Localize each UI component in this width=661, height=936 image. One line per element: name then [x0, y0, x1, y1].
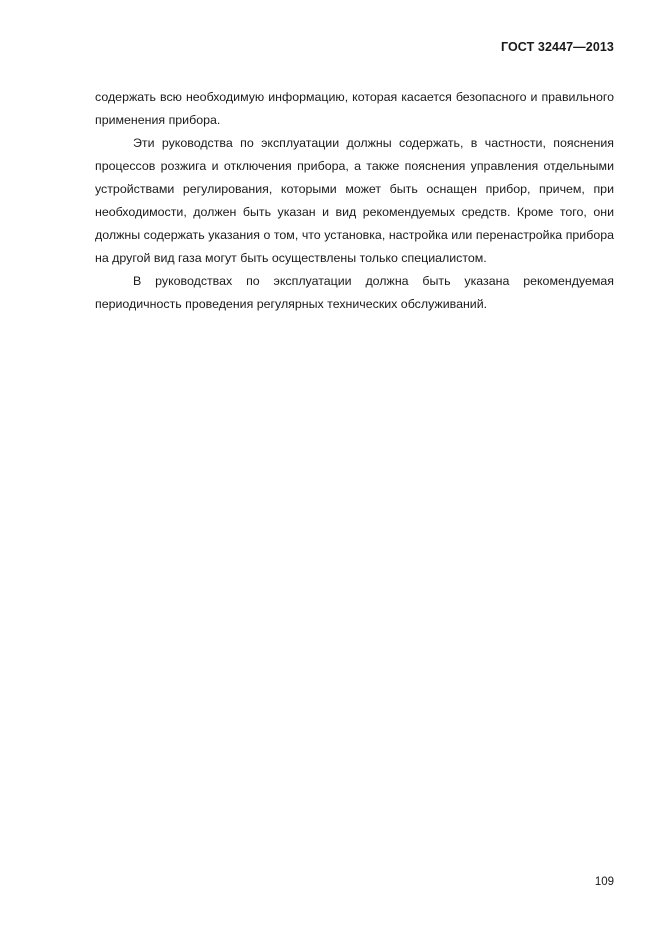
standard-designation: ГОСТ 32447—2013	[500, 40, 614, 54]
page-number: 109	[594, 876, 614, 888]
paragraph-continuation: содержать всю необходимую информацию, которая касается безопасного и правильного применения прибора.	[95, 90, 614, 127]
paragraph-manual-contents: Эти руководства по эксплуатации должны содержать, в частности, пояснения процессов розжига и отключения прибора, а также пояснения управления отдельными устройствами регулирования, которыми может быть оснащен прибор, причем, при необходимости, должен быть указан и вид рекомендуемых средств. Кроме того, они должны содержать указания о том, что установка, настройка или перенастройка прибора на другой вид газа могут быть осуществлены только специалистом.	[95, 136, 614, 265]
document-header	[501, 40, 614, 54]
document-body	[95, 86, 614, 316]
paragraph-maintenance-periodicity: В руководствах по эксплуатации должна быть указана рекомендуемая периодичность проведения регулярных технических обслуживаний.	[95, 274, 614, 311]
